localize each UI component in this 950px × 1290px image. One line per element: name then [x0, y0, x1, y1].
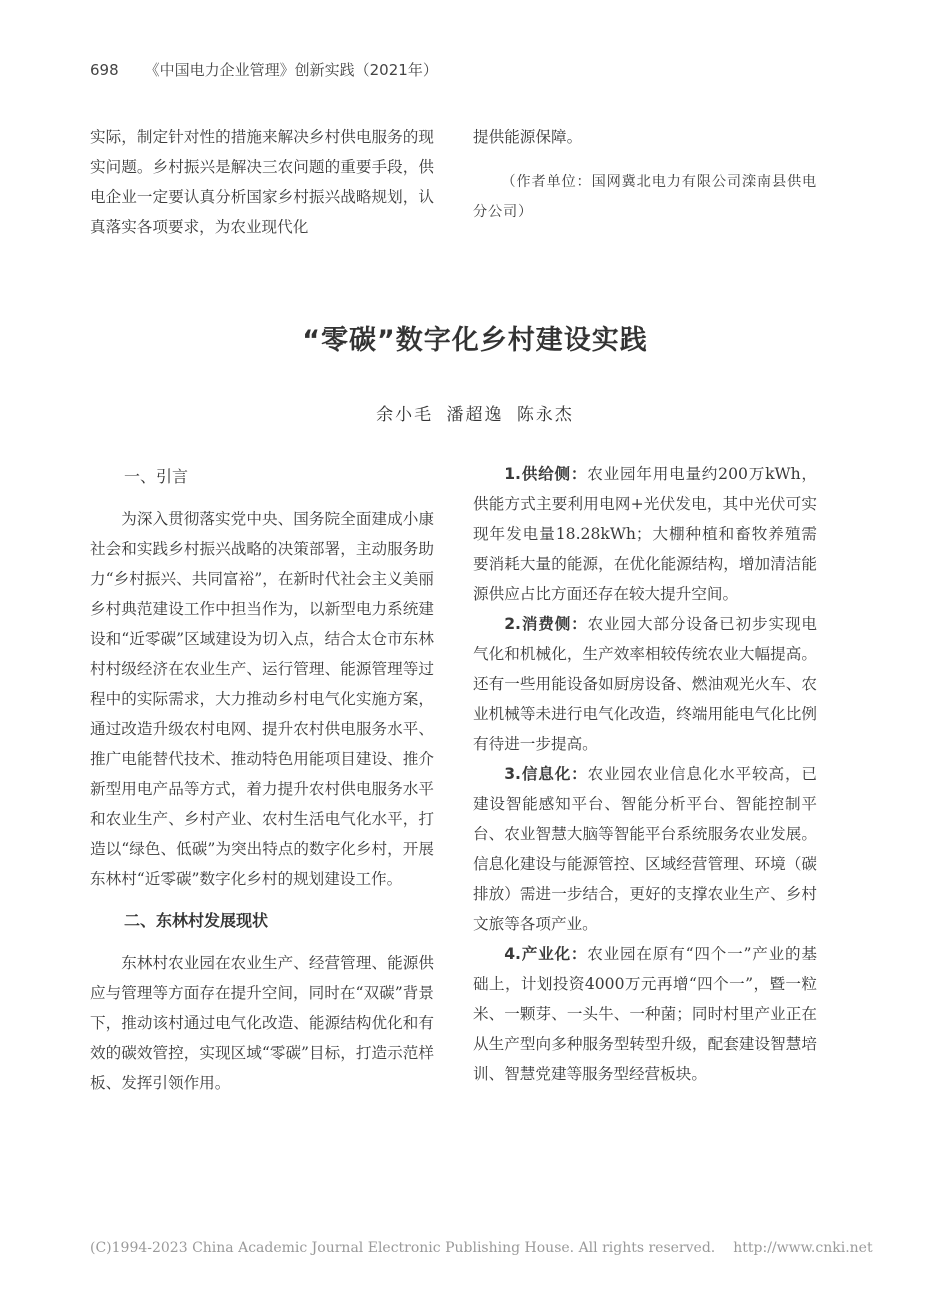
- item-industrialization: [473, 939, 817, 1089]
- left-column: [90, 462, 434, 1098]
- item-text: 农业园农业信息化水平较高，已建设智能感知平台、智能分析平台、智能控制平台、农业智慧大脑等智能平台系统服务农业发展。信息化建设与能源管控、区域经营管理、环境（碳排放）需进一步结合，更好的支撑农业生产、乡村文旅等各项产业。: [473, 765, 817, 933]
- article-title: “零碳”数字化乡村建设实践: [302, 325, 648, 356]
- introduction-paragraph: 为深入贯彻落实党中央、国务院全面建成小康社会和实践乡村振兴战略的决策部署，主动服务助力“乡村振兴、共同富裕”，在新时代社会主义美丽乡村典范建设工作中担当作为，以新型电力系统建设和“近零碳”区域建设为切入点，结合太仓市东林村村级经济在农业生产、运行管理、能源管理等过程中的实际需求，大力推动乡村电气化实施方案，通过改造升级农村电网、提升农村供电服务水平、推广电能替代技术、推动特色用能项目建设、推介新型用电产品等方式，着力提升农村供电服务水平和农业生产、乡村产业、农村生活电气化水平，打造以“绿色、低碳”为突出特点的数字化乡村，开展东林村“近零碳”数字化乡村的规划建设工作。: [90, 510, 434, 888]
- prev-article-left-column: [90, 122, 434, 242]
- item-informatization: [473, 759, 817, 939]
- item-text: 农业园大部分设备已初步实现电气化和机械化，生产效率相较传统农业大幅提高。还有一些用能设备如厨房设备、燃油观光火车、农业机械等未进行电气化改造，终端用能电气化比例有待进一步提高。: [473, 615, 817, 753]
- cnki-link[interactable]: http://www.cnki.net: [733, 1240, 873, 1256]
- page-number: 698: [90, 61, 119, 79]
- author-affiliation: （作者单位：国网冀北电力有限公司滦南县供电分公司）: [473, 174, 817, 220]
- prev-article-text: 实际，制定针对性的措施来解决乡村供电服务的现实问题。乡村振兴是解决三农问题的重要手段，供电企业一定要认真分析国家乡村振兴战略规划，认真落实各项要求，为农业现代化: [90, 128, 434, 236]
- journal-title: 《中国电力企业管理》创新实践（2021年）: [144, 61, 438, 79]
- item-label: 1.供给侧：: [504, 465, 588, 483]
- item-supply-side: [473, 459, 817, 609]
- section-heading-status: 二、东林村发展现状: [124, 911, 269, 930]
- copyright-footer: [90, 1240, 873, 1256]
- section-heading-introduction: 一、引言: [124, 467, 189, 486]
- item-label: 4.产业化：: [504, 945, 588, 963]
- item-demand-side: [473, 609, 817, 759]
- status-paragraph: 东林村农业园在农业生产、经营管理、能源供应与管理等方面存在提升空间，同时在“双碳”背景下，推动该村通过电气化改造、能源结构优化和有效的碳效管控，实现区域“零碳”目标，打造示范样板、发挥引领作用。: [90, 954, 434, 1092]
- prev-article-continuation: 提供能源保障。: [473, 128, 583, 146]
- item-text: 农业园年用电量约200万kWh，供能方式主要利用电网+光伏发电，其中光伏可实现年发电量18.28kWh；大棚种植和畜牧养殖需要消耗大量的能源，在优化能源结构，增加清洁能源供应占比方面还存在较大提升空间。: [473, 465, 817, 603]
- item-label: 2.消费侧：: [504, 615, 588, 633]
- prev-article-right-column: [473, 122, 817, 227]
- right-column: [473, 459, 817, 1089]
- item-label: 3.信息化：: [504, 765, 588, 783]
- copyright-text: (C)1994-2023 China Academic Journal Electronic Publishing House. All rights reserved.: [90, 1240, 716, 1256]
- article-authors: 余小毛 潘超逸 陈永杰: [376, 405, 574, 425]
- running-header: [90, 59, 438, 80]
- item-text: 农业园在原有“四个一”产业的基础上，计划投资4000万元再增“四个一”，暨一粒米、一颗芽、一头牛、一种菌；同时村里产业正在从生产型向多种服务型转型升级，配套建设智慧培训、智慧党建等服务型经营板块。: [473, 945, 817, 1083]
